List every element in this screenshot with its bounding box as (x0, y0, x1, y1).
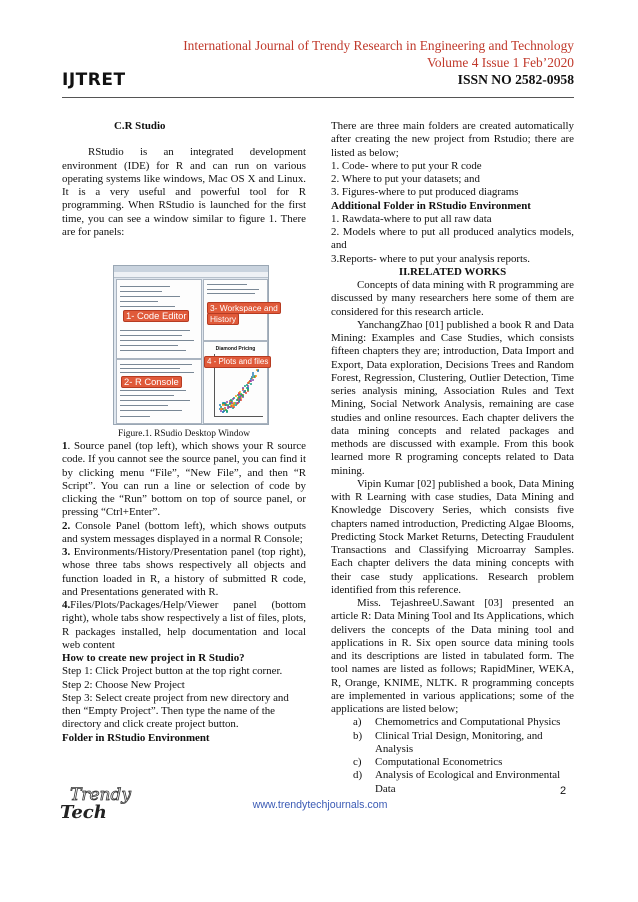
rstudio-intro-paragraph: RStudio is an integrated development environment (IDE) for R and can run on various operating systems like windows, Mac OS X and Linux. It is a very useful and powerful tool for R programming. When RStudio is launched for the first time, you can see a window similar to figure 1. There are for panels: (62, 146, 306, 238)
list-item: d) Analysis of Ecological and Environmental Data (353, 769, 561, 795)
scatter-point (242, 395, 244, 397)
panel-item-2: 2. Console Panel (bottom left), which shows outputs and system messages displayed in a normal R Console; (62, 519, 306, 545)
applications-list (331, 716, 574, 796)
scatter-point (252, 379, 254, 381)
scatter-point (250, 383, 252, 385)
volume-issue-line: Volume 4 Issue 1 Feb’2020 (426, 55, 574, 70)
scatter-point (236, 399, 238, 401)
scatter-point (223, 410, 225, 412)
rstudio-screenshot-figure (113, 265, 278, 425)
section-heading-crstudio: C.R Studio (114, 120, 166, 132)
panel-item-4: 4.Files/Plots/Packages/Help/Viewer panel (bottom right), whole tabs show respectively a list of files, plots, R packages installed, help documentation and local web content (62, 599, 306, 651)
figure-label-history: History (207, 313, 239, 325)
howto-heading: How to create new project in R Studio? (62, 652, 245, 664)
logo-trendy: Trendy (70, 785, 131, 805)
additional-item-1: 1. Rawdata-where to put all raw data (331, 212, 492, 225)
related-para-2: YanchangZhao [01] published a book R and Data Mining: Examples and Case Studies, which consists fifteen chapters they are; introduction, Data Import and Export, Data exploration, Decisions Trees and Random Forest, Regression, Clustering, Outlier Detection, Time series analysis mining, Association Rules and Text Mining, Social Network Analysis, remaining are case studies and online resources. Each chapter delivers the data mining concepts and related packages and methods are discussed with example. From this book learned more R programing concepts related to Data mining. (331, 318, 574, 477)
figure-caption: Figure.1. RSudio Desktop Window (117, 429, 250, 439)
panel-item-3: 3. Environments/History/Presentation panel (top right), whose three tabs shows respectively all objects and function loaded in R, a history of submitted R code, and Presentations generated with R. (62, 546, 306, 598)
scatter-point (244, 385, 246, 387)
logo-tech: Tech (60, 802, 107, 823)
scatter-point (252, 374, 254, 376)
folder-item-1: 1. Code- where to put your R code (331, 159, 482, 172)
figure-label-code-editor: 1- Code Editor (123, 310, 189, 322)
window-toolbar (114, 272, 268, 278)
scatter-point (226, 411, 228, 413)
panel-item-1: 1. Source panel (top left), which shows your R source code. If you cannot see the source panel, you can find it by clicking menu “File”, “New File”, and then “R Script”. You can run a line or selection of code by clicking the “Run” bottom on top of source panel, or pressing “Ctrl+Enter”. (62, 440, 306, 519)
workspace-pane (203, 279, 278, 341)
additional-item-2: 2. Models where to put all produced analytics models, and (331, 226, 574, 252)
related-para-1: Concepts of data mining with R programming are discussed by many researchers here some of them are considered for this research article. (331, 279, 574, 318)
scatter-point (250, 380, 252, 382)
scatter-point (253, 376, 255, 378)
additional-folder-heading: Additional Folder in RStudio Environment (331, 199, 531, 212)
scatter-point (246, 384, 248, 386)
additional-item-3: 3.Reports- where to put your analysis reports. (331, 252, 531, 265)
scatter-point (239, 391, 241, 393)
plots-pane (203, 341, 268, 424)
related-works-heading: II.RELATED WORKS (398, 265, 507, 278)
scatter-point (232, 398, 234, 400)
folders-intro: There are three main folders are created automatically after creating the new project from Rstudio; there are listed as below; (331, 120, 574, 159)
issn-number: ISSN NO 2582-0958 (457, 72, 574, 87)
list-item: a) Chemometrics and Computational Physics (353, 716, 561, 729)
journal-logo: IJTRET (62, 70, 126, 90)
footer-website-link[interactable]: www.trendytechjournals.com (252, 799, 388, 811)
spacer (62, 133, 306, 146)
left-column-top (62, 120, 306, 239)
journal-title: International Journal of Trendy Research in Engineering and Technology (183, 38, 574, 53)
folder-item-3: 3. Figures-where to put produced diagrams (331, 186, 519, 199)
folder-item-2: 2. Where to put your datasets; and (331, 173, 480, 185)
page-number: 2 (560, 785, 567, 797)
step-3: Step 3: Select create project from new directory and then “Empty Project”. Then type the name of the directory and click create project button. (62, 691, 289, 731)
trendytech-logo (60, 786, 130, 824)
right-column (331, 120, 574, 796)
figure-label-workspace: 3- Workspace and (207, 302, 281, 314)
folder-heading: Folder in RStudio Environment (62, 731, 210, 744)
scatter-point (245, 392, 247, 394)
figure-label-r-console: 2- R Console (121, 376, 182, 388)
list-item: c) Computational Econometrics (353, 756, 503, 768)
scatter-point (257, 370, 259, 372)
r-console-pane (116, 359, 202, 424)
header-divider (62, 97, 574, 98)
related-para-4: Miss. TejashreeU.Sawant [03] presented an article R: Data Mining Tool and Its Applications, which delivers the concepts of the Data mining tool and applications in R. Six open source data mining tools and its descriptions are listed in tabulated form. The tool names are listed as follows; RapidMiner, WEKA, R, Orange, KNIME, NLTK. R programming concepts are implemented in various applications; some of the applications are listed below; (331, 597, 574, 715)
plot-title: Diamond Pricing (215, 346, 256, 352)
scatter-point (225, 404, 227, 406)
figure-label-plots: 4 - Plots and files (204, 356, 271, 368)
left-column-bottom (62, 440, 306, 745)
related-para-3: Vipin Kumar [02] published a book, Data Mining with R Learning with case studies, Data Mining and Knowledge Discovery Series, which consists five chapters named introduction, Predicting Algae Blooms, Predicting Stock Market Returns, Detecting Fraudulent Transactions and Classifying Microarray Samples. Each chapter delivers the data mining concepts with their case study applications. Research problem identified from this reference. (331, 477, 574, 596)
scatter-point (247, 389, 249, 391)
code-editor-pane (116, 279, 202, 359)
step-2: Step 2: Choose New Project (62, 678, 185, 691)
list-item: b) Clinical Trial Design, Monitoring, and Analysis (353, 729, 543, 755)
step-1: Step 1: Click Project button at the top right corner. (62, 665, 283, 678)
scatter-point (227, 407, 229, 409)
